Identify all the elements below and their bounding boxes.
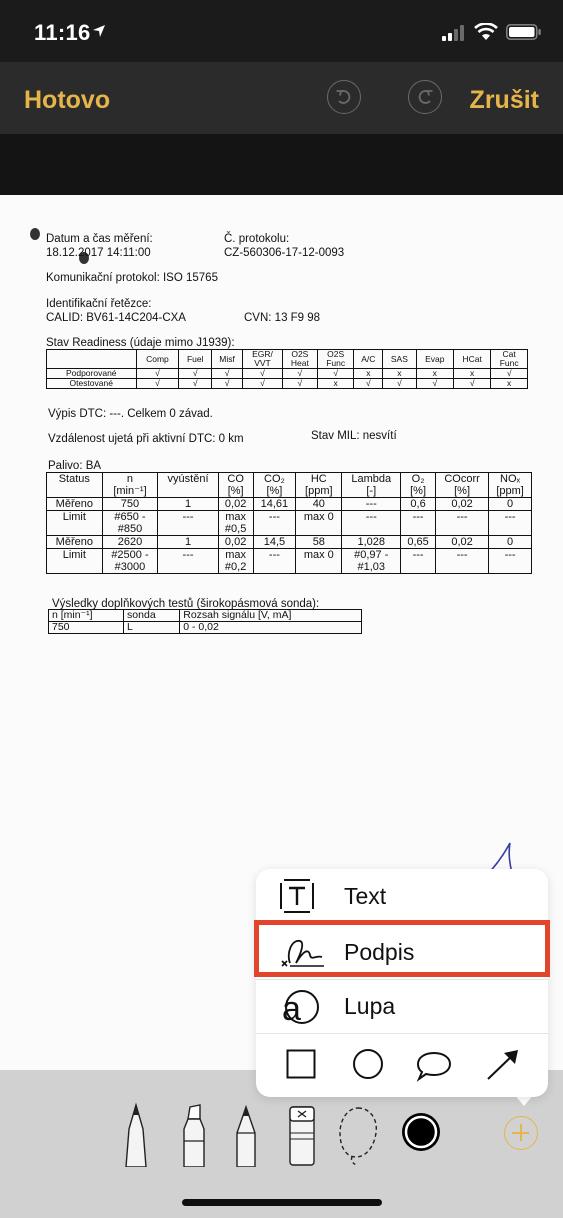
text-box-icon [278, 877, 316, 915]
readiness-cell: x [383, 369, 416, 379]
readiness-cell: √ [282, 379, 317, 389]
readiness-cell: √ [136, 379, 179, 389]
lasso-icon[interactable] [336, 1105, 380, 1167]
done-button[interactable]: Hotovo [24, 86, 111, 114]
fuel-cell: 0 [489, 498, 532, 511]
fuel-cell: NOₓ [ppm] [489, 473, 532, 498]
identifikacni-label: Identifikační řetězce: [46, 298, 152, 310]
readiness-cell: √ [416, 379, 453, 389]
fuel-header-row [47, 473, 532, 498]
readiness-cell: Comp [136, 350, 179, 369]
fuel-cell: --- [435, 511, 488, 536]
readiness-cell: Fuel [179, 350, 212, 369]
readiness-cell: √ [212, 369, 243, 379]
fuel-cell: Status [47, 473, 103, 498]
fuel-cell: --- [489, 549, 532, 574]
readiness-cell: Evap [416, 350, 453, 369]
fuel-cell: #650 - #850 [102, 511, 158, 536]
fuel-row [47, 549, 532, 574]
fuel-cell: --- [401, 511, 436, 536]
speech-bubble-icon[interactable] [416, 1050, 452, 1082]
fuel-cell: --- [342, 511, 401, 536]
readiness-header-row [47, 350, 528, 369]
fuel-cell: COcorr [%] [435, 473, 488, 498]
battery-icon [506, 24, 542, 40]
readiness-cell: √ [354, 379, 383, 389]
svg-text:a: a [282, 990, 301, 1027]
readiness-cell: x [354, 369, 383, 379]
fuel-cell: 750 [102, 498, 158, 511]
fuel-cell: Limit [47, 511, 103, 536]
fuel-cell: --- [342, 498, 401, 511]
readiness-cell: O2S Func [317, 350, 354, 369]
readiness-cell: O2S Heat [282, 350, 317, 369]
readiness-cell: SAS [383, 350, 416, 369]
cvn-value: CVN: 13 F9 98 [244, 312, 321, 324]
readiness-table [46, 349, 528, 389]
readiness-cell: √ [282, 369, 317, 379]
extra-cell: sonda [124, 610, 180, 622]
readiness-cell: √ [491, 369, 528, 379]
undo-button[interactable] [327, 80, 361, 114]
datum-label: Datum a čas měření: [46, 233, 153, 245]
extra-cell: 0 - 0,02 [180, 622, 362, 634]
readiness-row [47, 379, 528, 389]
pencil-icon[interactable] [233, 1105, 259, 1167]
fuel-cell: Lambda [-] [342, 473, 401, 498]
fuel-table [46, 472, 532, 574]
square-icon[interactable] [286, 1049, 316, 1079]
readiness-cell [47, 350, 137, 369]
cellular-signal-icon [442, 25, 466, 41]
canvas-margin [0, 134, 563, 195]
fuel-cell: 0,02 [435, 498, 488, 511]
fuel-cell: HC [ppm] [296, 473, 342, 498]
menu-item-label: Podpis [344, 939, 415, 965]
vzdalenost-text: Vzdálenost ujetá při aktivní DTC: 0 km [48, 433, 244, 445]
readiness-cell: √ [243, 369, 283, 379]
eraser-icon[interactable] [287, 1105, 317, 1167]
fuel-cell: 58 [296, 536, 342, 549]
status-time: 11:16 [34, 20, 91, 45]
protokol-label: Č. protokolu: [224, 233, 290, 245]
fuel-cell: 0,02 [218, 498, 253, 511]
menu-item-text[interactable] [256, 869, 548, 923]
readiness-cell: HCat [453, 350, 490, 369]
palivo-label: Palivo: BA [48, 460, 102, 472]
fuel-cell: O₂ [%] [401, 473, 436, 498]
protokol-value: CZ-560306-17-12-0093 [224, 247, 345, 259]
readiness-cell: √ [179, 379, 212, 389]
fuel-cell: #2500 - #3000 [102, 549, 158, 574]
pen-icon[interactable] [122, 1103, 150, 1167]
fuel-cell: Limit [47, 549, 103, 574]
fuel-cell: Měřeno [47, 498, 103, 511]
readiness-row [47, 369, 528, 379]
status-bar [0, 0, 563, 62]
readiness-cell: √ [136, 369, 179, 379]
extra-tests-table [48, 609, 362, 634]
fuel-cell: 1 [158, 498, 218, 511]
fuel-cell: max #0,5 [218, 511, 253, 536]
fuel-cell: 40 [296, 498, 342, 511]
menu-item-label: Lupa [344, 993, 396, 1019]
readiness-cell: x [491, 379, 528, 389]
fuel-cell: 2620 [102, 536, 158, 549]
fuel-cell: vyústění [158, 473, 218, 498]
readiness-cell: √ [453, 379, 490, 389]
readiness-cell: Cat Func [491, 350, 528, 369]
extra-row [49, 622, 362, 634]
fuel-cell: --- [489, 511, 532, 536]
readiness-cell: Podporované [47, 369, 137, 379]
extra-header-row [49, 610, 362, 622]
fuel-cell: 14,61 [253, 498, 296, 511]
fuel-cell: max 0 [296, 511, 342, 536]
location-arrow-icon [92, 24, 106, 38]
ink-dot [30, 228, 40, 240]
fuel-cell: --- [253, 511, 296, 536]
fuel-cell: --- [158, 549, 218, 574]
circle-icon[interactable] [352, 1048, 384, 1080]
readiness-cell: A/C [354, 350, 383, 369]
fuel-cell: max #0,2 [218, 549, 253, 574]
fuel-cell: n [min⁻¹] [102, 473, 158, 498]
fuel-cell: 0,6 [401, 498, 436, 511]
markup-navbar [0, 62, 563, 134]
fuel-row [47, 511, 532, 536]
markup-add-menu [256, 869, 548, 1097]
readiness-cell: Misf [212, 350, 243, 369]
fuel-cell: #0,97 - #1,03 [342, 549, 401, 574]
readiness-cell: √ [179, 369, 212, 379]
fuel-row [47, 536, 532, 549]
readiness-cell: x [416, 369, 453, 379]
extra-cell: n [min⁻¹] [49, 610, 124, 622]
home-indicator[interactable] [182, 1199, 382, 1206]
extra-tests-title: Výsledky doplňkových testů (širokopásmová sonda): [52, 598, 320, 610]
menu-item-label: Text [344, 883, 387, 909]
komunikacni-protokol: Komunikační protokol: ISO 15765 [46, 272, 218, 284]
fuel-cell: 1 [158, 536, 218, 549]
readiness-cell: Otestované [47, 379, 137, 389]
readiness-cell: √ [243, 379, 283, 389]
magnifier-icon [278, 987, 322, 1027]
readiness-cell: x [317, 379, 354, 389]
extra-cell: Rozsah signálu [V, mA] [180, 610, 362, 622]
redo-icon [415, 87, 435, 107]
fuel-cell: CO [%] [218, 473, 253, 498]
wifi-icon [474, 23, 498, 41]
fuel-cell: --- [435, 549, 488, 574]
fuel-cell: 1,028 [342, 536, 401, 549]
fuel-cell: Měřeno [47, 536, 103, 549]
extra-cell: 750 [49, 622, 124, 634]
color-picker-icon[interactable] [400, 1111, 442, 1153]
highlight-frame [254, 920, 550, 977]
readiness-cell: √ [212, 379, 243, 389]
readiness-cell: √ [383, 379, 416, 389]
dtc-text: Výpis DTC: ---. Celkem 0 závad. [48, 408, 213, 420]
redo-button[interactable] [408, 80, 442, 114]
mil-status: Stav MIL: nesvítí [311, 430, 397, 442]
fuel-cell: 0,65 [401, 536, 436, 549]
fuel-row [47, 498, 532, 511]
fuel-cell: --- [253, 549, 296, 574]
fuel-cell: 0 [489, 536, 532, 549]
arrow-icon[interactable] [486, 1049, 520, 1081]
fuel-cell: 0,02 [218, 536, 253, 549]
readiness-title: Stav Readiness (údaje mimo J1939): [46, 337, 235, 349]
fuel-cell: 14,5 [253, 536, 296, 549]
menu-item-magnifier[interactable] [256, 979, 548, 1033]
undo-icon [334, 87, 354, 107]
fuel-cell: 0,02 [435, 536, 488, 549]
menu-divider [256, 1033, 548, 1034]
readiness-cell: √ [317, 369, 354, 379]
readiness-cell: x [453, 369, 490, 379]
calid-value: CALID: BV61-14C204-CXA [46, 312, 186, 324]
fuel-cell: --- [401, 549, 436, 574]
fuel-cell: --- [158, 511, 218, 536]
add-shape-button[interactable] [504, 1116, 538, 1150]
fuel-cell: max 0 [296, 549, 342, 574]
datum-value: 18.12.2017 14:11:00 [46, 247, 151, 259]
marker-icon[interactable] [178, 1103, 210, 1167]
cancel-button[interactable]: Zrušit [469, 86, 539, 114]
fuel-cell: CO₂ [%] [253, 473, 296, 498]
readiness-cell: EGR/ VVT [243, 350, 283, 369]
extra-cell: L [124, 622, 180, 634]
